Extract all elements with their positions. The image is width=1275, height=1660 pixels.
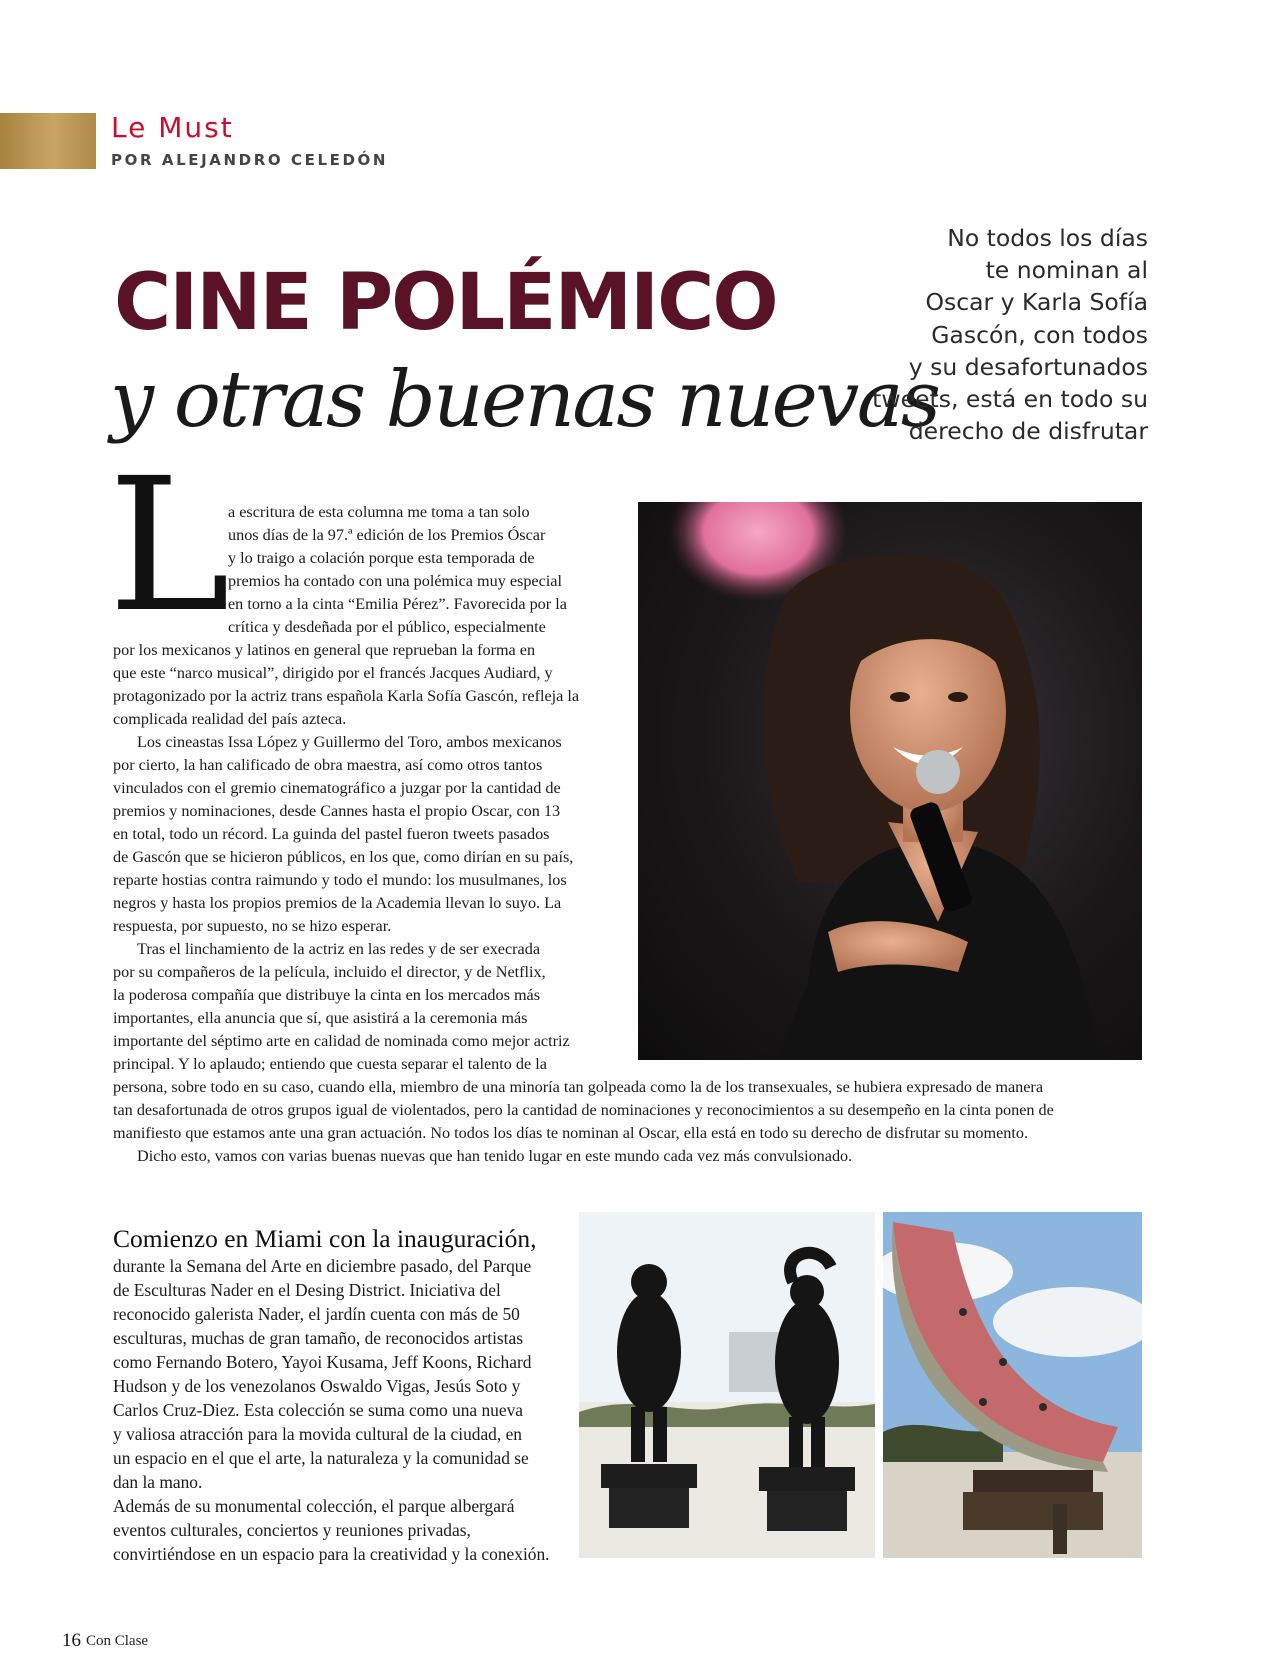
pull-quote-line: y su desafortunados — [908, 352, 1148, 381]
article-line: Tras el linchamiento de la actriz en las redes y de ser execrada — [137, 940, 541, 958]
article-line: a escritura de esta columna me toma a tan solo — [228, 503, 530, 521]
miami-line: Hudson y de los venezolanos Oswaldo Vigas, Jesús Soto y — [113, 1376, 521, 1396]
miami-line: un espacio en el que el arte, la naturaleza y la comunidad se — [113, 1448, 529, 1468]
pull-quote-line: derecho de disfrutar — [908, 417, 1148, 446]
miami-line: Carlos Cruz-Diez. Esta colección se suma como una nueva — [113, 1400, 523, 1420]
miami-line: convirtiéndose en un espacio para la creatividad y la conexión. — [113, 1544, 550, 1564]
section-title: Le Must — [111, 111, 234, 144]
botero-sculptures-photo — [579, 1212, 875, 1558]
article-line: premios y nominaciones, desde Cannes hasta el propio Oscar, con 13 — [113, 802, 561, 820]
article-line: premios ha contado con una polémica muy especial — [228, 572, 562, 590]
sculptures-illustration — [579, 1212, 875, 1558]
article-line: de Gascón que se hicieron públicos, en los que, como dirían en su país, — [113, 848, 574, 866]
miami-line: Además de su monumental colección, el parque albergará — [113, 1496, 515, 1516]
miami-line: y valiosa atracción para la movida cultural de la ciudad, en — [113, 1424, 522, 1444]
article-line: la poderosa compañía que distribuye la cinta en los mercados más — [113, 986, 541, 1004]
article-line: Dicho esto, vamos con varias buenas nuevas que han tenido lugar en este mundo cada vez más convulsionado. — [137, 1147, 853, 1165]
article-line: vinculados con el gremio cinematográfico a juzgar por la cantidad de — [113, 779, 561, 797]
miami-line: eventos culturales, conciertos y reuniones privadas, — [113, 1520, 471, 1540]
pull-quote-line: te nominan al — [985, 256, 1148, 285]
article-line: negros y hasta los propios premios de la Academia llevan lo suyo. La — [113, 894, 562, 912]
article-line: por los mexicanos y latinos en general que reprueban la forma en — [113, 641, 536, 659]
article-line: crítica y desdeñada por el público, especialmente — [228, 618, 546, 636]
miami-line: esculturas, muchas de gran tamaño, de reconocidos artistas — [113, 1328, 523, 1348]
article-line: principal. Y lo aplaudo; entiendo que cuesta separar el talento de la — [113, 1055, 547, 1073]
article-line: por su compañeros de la película, incluido el director, y de Netflix, — [113, 963, 546, 981]
article-line: y lo traigo a colación porque esta temporada de — [228, 549, 535, 567]
miami-section-heading: Comienzo en Miami con la inauguración, — [113, 1224, 537, 1253]
miami-line: reconocido galerista Nader, el jardín cuenta con más de 50 — [113, 1304, 520, 1324]
section-color-bar — [0, 113, 96, 169]
pull-quote-line: tweets, está en todo su — [872, 385, 1148, 414]
watermelon-illustration — [883, 1212, 1142, 1558]
watermelon-sculpture-photo — [883, 1212, 1142, 1558]
page-number: 16 — [62, 1630, 81, 1651]
karla-sofia-gascon-photo — [638, 502, 1142, 1060]
article-line: persona, sobre todo en su caso, cuando ella, miembro de una minoría tan golpeada como la de los transexuales, se hubiera expresado de manera — [113, 1078, 1044, 1096]
article-line: protagonizado por la actriz trans española Karla Sofía Gascón, refleja la — [113, 687, 580, 705]
article-line: respuesta, por supuesto, no se hizo esperar. — [113, 917, 392, 935]
miami-line: dan la mano. — [113, 1472, 203, 1492]
article-line: Los cineastas Issa López y Guillermo del Toro, ambos mexicanos — [137, 733, 562, 751]
pull-quote — [818, 222, 1148, 447]
article-line: unos días de la 97.ª edición de los Premios Óscar — [228, 526, 546, 544]
portrait-illustration — [638, 502, 1142, 1060]
subheadline: y otras buenas nuevas — [110, 355, 939, 445]
article-line: complicada realidad del país azteca. — [113, 710, 347, 728]
article-line: en torno a la cinta “Emilia Pérez”. Favorecida por la — [228, 595, 567, 613]
article-line: por cierto, la han calificado de obra maestra, así como otros tantos — [113, 756, 543, 774]
article-line: tan desafortunada de otros grupos igual de violentados, pero la cantidad de nominaciones y reconocimientos a su desempeño en la cinta ponen de — [113, 1101, 1054, 1119]
pull-quote-line: No todos los días — [947, 224, 1148, 252]
drop-cap: L — [108, 439, 231, 653]
pull-quote-line: Gascón, con todos — [931, 320, 1148, 349]
miami-line: de Esculturas Nader en el Desing District. Iniciativa del — [113, 1280, 501, 1300]
author-byline: POR ALEJANDRO CELEDÓN — [111, 151, 389, 169]
pull-quote-line: Oscar y Karla Sofía — [925, 288, 1148, 317]
article-line: que este “narco musical”, dirigido por el francés Jacques Audiard, y — [113, 664, 553, 682]
miami-line: como Fernando Botero, Yayoi Kusama, Jeff Koons, Richard — [113, 1352, 532, 1372]
headline: CINE POLÉMICO — [114, 258, 777, 348]
article-line: importante del séptimo arte en calidad de nominada como mejor actriz — [113, 1032, 570, 1050]
magazine-name: Con Clase — [86, 1633, 149, 1649]
article-line: importantes, ella anuncia que sí, que asistirá a la ceremonia más — [113, 1009, 528, 1027]
article-line: en total, todo un récord. La guinda del pastel fueron tweets pasados — [113, 825, 550, 843]
miami-line: durante la Semana del Arte en diciembre pasado, del Parque — [113, 1256, 532, 1276]
article-line: reparte hostias contra raimundo y todo el mundo: los musulmanes, los — [113, 871, 567, 889]
article-line: manifiesto que estamos ante una gran actuación. No todos los días te nominan al Oscar, ella está en todo su derecho de disfrutar su momento. — [113, 1124, 1029, 1142]
